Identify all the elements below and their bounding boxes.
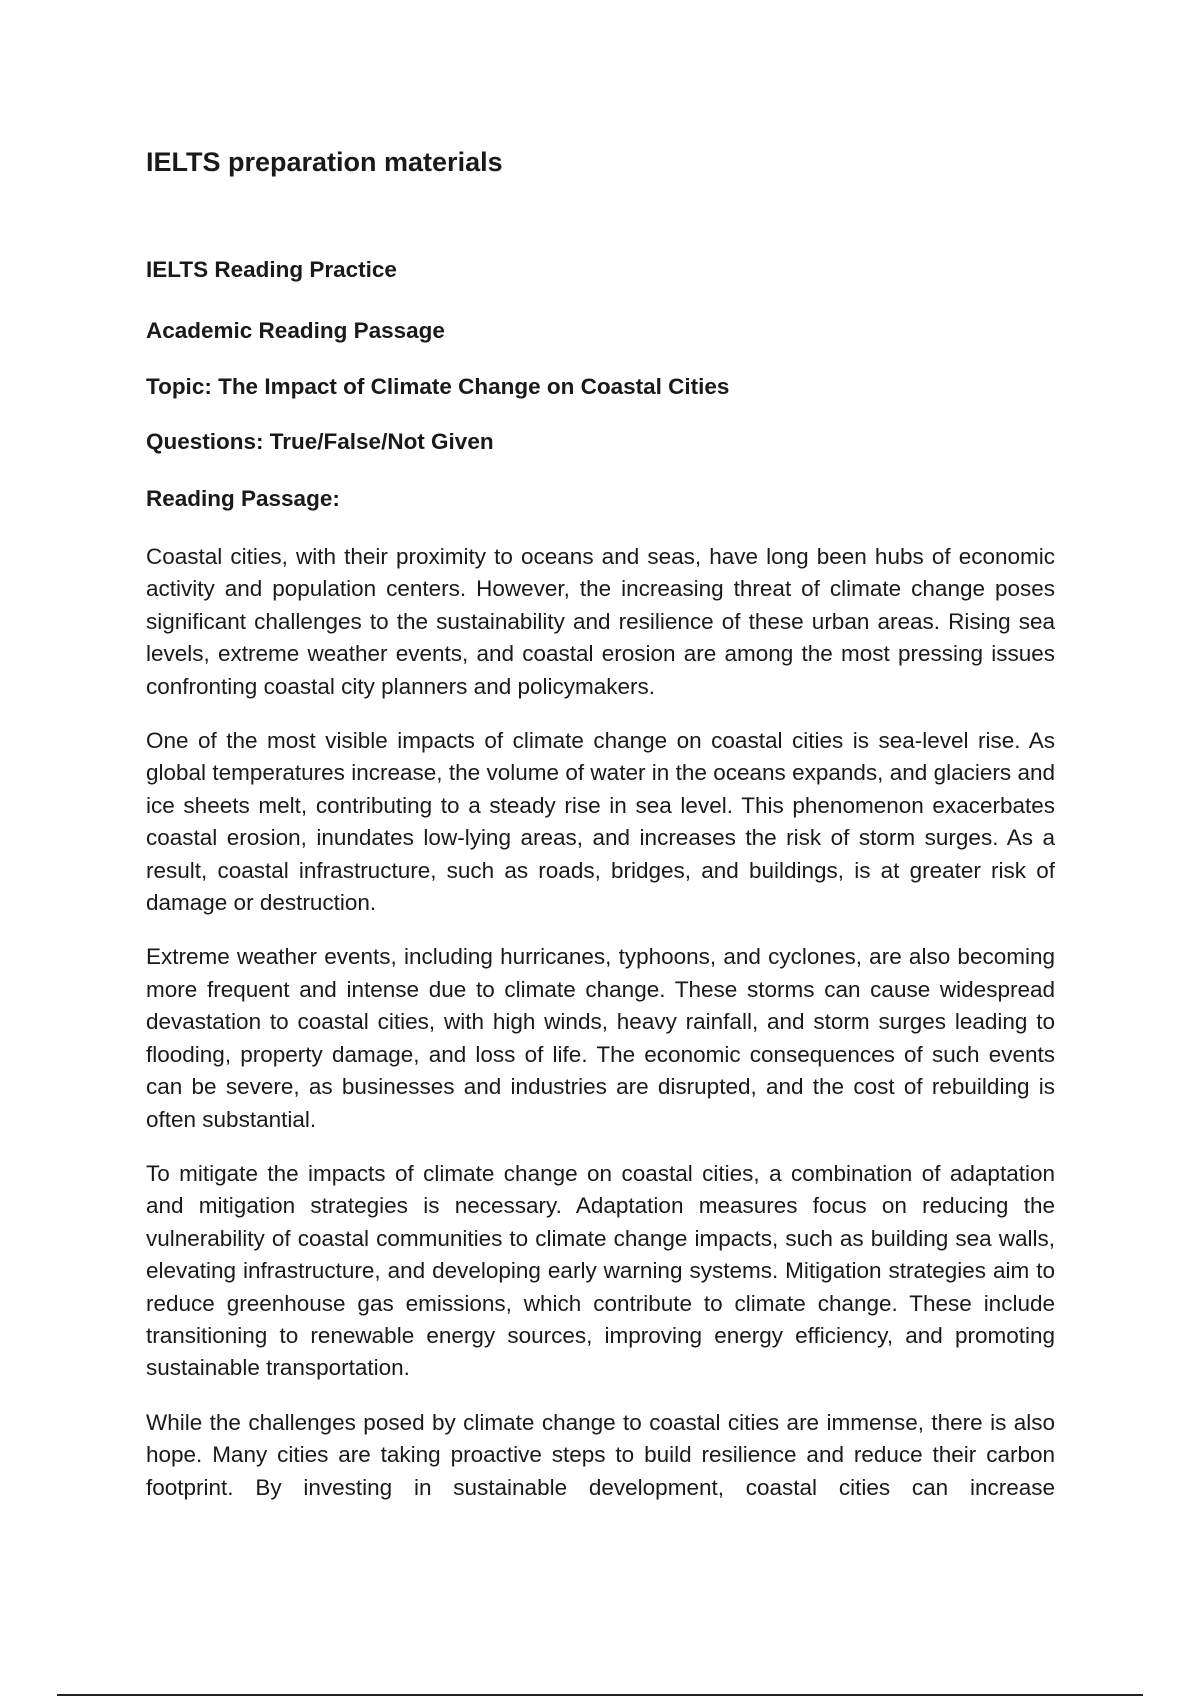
- passage-paragraph-2: One of the most visible impacts of climate change on coastal cities is sea-level rise. As global temperatures increase, the volume of water in the oceans expands, and glaciers and ice sheets melt, contributing to a steady rise in sea level. This phenomenon exacerbates coastal erosion, inundates low-lying areas, and increases the risk of storm surges. As a result, coastal infrastructure, such as roads, bridges, and buildings, is at greater risk of damage or destruction.: [146, 728, 1055, 916]
- passage-paragraph-4: To mitigate the impacts of climate change on coastal cities, a combination of adaptation and mitigation strategies is necessary. Adaptation measures focus on reducing the vulnerability of coastal communities to climate change impacts, such as building sea walls, elevating infrastructure, and developing early warning systems. Mitigation strategies aim to reduce greenhouse gas emissions, which contribute to climate change. These include transitioning to renewable energy sources, improving energy efficiency, and promoting sustainable transportation.: [146, 1160, 1055, 1381]
- reading-passage: [146, 541, 1055, 1526]
- section-heading-reading-passage: Reading Passage:: [146, 486, 340, 511]
- passage-paragraph-1: Coastal cities, with their proximity to oceans and seas, have long been hubs of economic activity and population centers. However, the increasing threat of climate change poses significant challenges to the sustainability and resilience of these urban areas. Rising sea levels, extreme weather events, and coastal erosion are among the most pressing issues confronting coastal city planners and policymakers.: [146, 544, 1055, 699]
- section-heading-topic: Topic: The Impact of Climate Change on Coastal Cities: [146, 374, 730, 399]
- page-bottom-divider: [57, 1694, 1143, 1696]
- passage-paragraph-5: While the challenges posed by climate change to coastal cities are immense, there is also hope. Many cities are taking proactive steps to build resilience and reduce their carbon footprint. By investing in sustainable development, coastal cities can increase: [146, 1409, 1055, 1500]
- section-heading-passage-type: Academic Reading Passage: [146, 318, 445, 343]
- section-heading-questions: Questions: True/False/Not Given: [146, 429, 494, 454]
- section-heading-practice: IELTS Reading Practice: [146, 257, 397, 282]
- document-title: IELTS preparation materials: [146, 147, 503, 177]
- passage-paragraph-3: Extreme weather events, including hurricanes, typhoons, and cyclones, are also becoming more frequent and intense due to climate change. These storms can cause widespread devastation to coastal cities, with high winds, heavy rainfall, and storm surges leading to flooding, property damage, and loss of life. The economic consequences of such events can be severe, as businesses and industries are disrupted, and the cost of rebuilding is often substantial.: [146, 944, 1055, 1132]
